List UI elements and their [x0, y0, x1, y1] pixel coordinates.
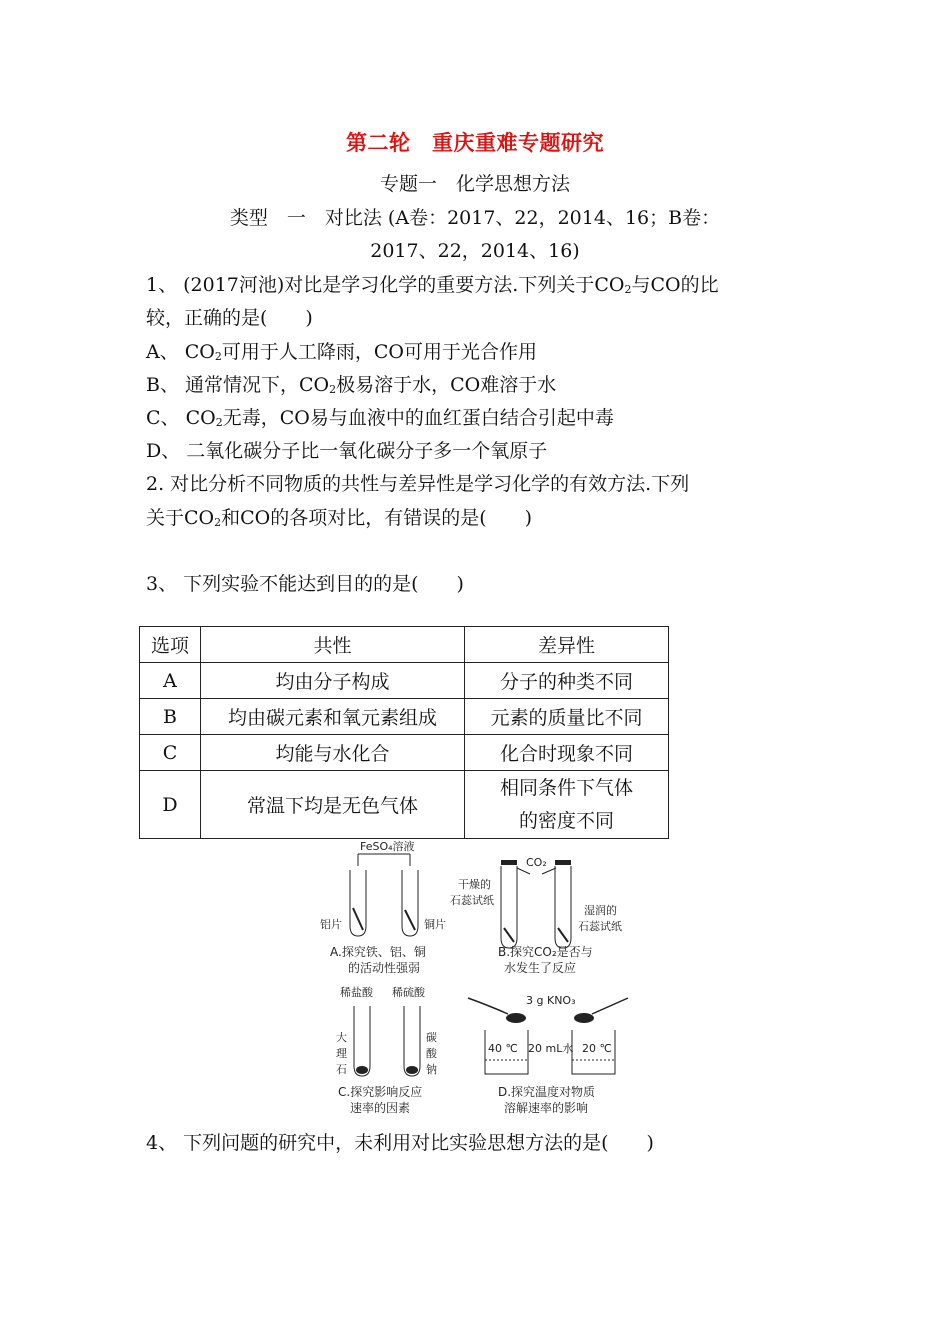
table-cell: 均由分子构成 [201, 663, 465, 699]
page-title: 第二轮 重庆重难专题研究 [346, 130, 604, 155]
experiment-d [468, 994, 628, 1115]
table-row [140, 663, 669, 699]
label-a-top: FeSO₄溶液 [360, 840, 415, 853]
label-a-left: 铝片 [320, 918, 342, 931]
test-tube-c-right [404, 1006, 420, 1076]
q2-stem-line-1: 2. 对比分析不同物质的共性与差异性是学习化学的有效方法.下列 [146, 473, 690, 495]
caption-c-1: C.探究影响反应 [338, 1085, 423, 1099]
test-tube-c-left [354, 1006, 370, 1076]
comparison-table [139, 626, 669, 839]
table-header-row [140, 627, 669, 663]
spoon-right-icon [592, 998, 628, 1014]
table-cell: 均由碳元素和氧元素组成 [201, 699, 465, 735]
label-d-right-temp: 20 ℃ [582, 1042, 612, 1055]
label-c-right-3: 钠 [426, 1063, 437, 1076]
q1-option-a: A、 $CO_2$可用于人工降雨，CO可用于光合作用 [146, 341, 538, 363]
caption-b-1: B.探究CO₂是否与 [498, 945, 593, 959]
caption-a-1: A.探究铁、铝、铜 [330, 945, 426, 959]
type-heading-line-1: 类型 一 对比法 (A卷：2017、22，2014、16；B卷： [229, 207, 721, 229]
caption-a-2: 的活动性强弱 [348, 961, 421, 975]
test-tube-a-right [402, 870, 418, 936]
table-cell: A [140, 663, 201, 699]
table-header-cell: 差异性 [465, 627, 669, 663]
caption-d-2: 溶解速率的影响 [504, 1101, 589, 1115]
label-c-left-3: 石 [336, 1063, 347, 1076]
label-d-left-temp: 40 ℃ [488, 1042, 518, 1055]
experiment-c [336, 985, 438, 1115]
q1-option-d: D、 二氧化碳分子比一氧化碳分子多一个氧原子 [146, 440, 548, 462]
caption-b-2: 水发生了反应 [504, 961, 577, 975]
q1-option-c: C、 $CO_2$无毒，CO易与血液中的血红蛋白结合引起中毒 [146, 407, 614, 429]
table-cell: 常温下均是无色气体 [201, 771, 465, 839]
table-row [140, 771, 669, 839]
caption-c-2: 速率的因素 [350, 1101, 411, 1115]
label-b-right-1: 湿润的 [584, 904, 617, 917]
label-c-left-2: 理 [336, 1047, 347, 1060]
label-a-right: 铜片 [424, 918, 446, 931]
table-cell: 化合时现象不同 [465, 735, 669, 771]
table-row [140, 735, 669, 771]
table-cell: B [140, 699, 201, 735]
table-row [140, 699, 669, 735]
label-c-right-2: 酸 [426, 1047, 437, 1060]
spoon-left-icon [468, 998, 508, 1014]
q1-stem-line-2: 较，正确的是( ) [146, 307, 313, 329]
q2-stem-line-2: 关于$CO_2$和CO的各项对比，有错误的是( ) [146, 507, 533, 529]
label-d-mid: 20 mL水 [528, 1042, 574, 1055]
label-c-top-left: 稀盐酸 [340, 986, 373, 999]
experiment-figure [320, 838, 640, 1120]
label-d-top: 3 g KNO₃ [526, 994, 576, 1007]
q1-stem-line-1: 1、 (2017河池)对比是学习化学的重要方法.下列关于$CO_2$与CO的比 [146, 274, 719, 296]
label-c-right-1: 碳 [426, 1031, 437, 1044]
label-c-top-right: 稀硫酸 [392, 986, 425, 999]
table-cell: 元素的质量比不同 [465, 699, 669, 735]
type-heading-line-2: 2017、22，2014、16) [370, 240, 580, 262]
table-cell: 相同条件下气体的密度不同 [465, 771, 669, 839]
table-cell: 均能与水化合 [201, 735, 465, 771]
experiment-b [450, 856, 622, 975]
table-cell: C [140, 735, 201, 771]
label-c-left-1: 大 [336, 1031, 347, 1044]
q4-stem: 4、 下列问题的研究中，未利用对比实验思想方法的是( ) [146, 1132, 654, 1154]
table-cell: 分子的种类不同 [465, 663, 669, 699]
table-header-cell: 共性 [201, 627, 465, 663]
label-b-left-2: 石蕊试纸 [450, 894, 494, 907]
q3-stem: 3、 下列实验不能达到目的的是( ) [146, 573, 464, 595]
test-tube-a-left [350, 870, 366, 936]
table-cell: D [140, 771, 201, 839]
experiment-a [320, 839, 446, 975]
table-header-cell: 选项 [140, 627, 201, 663]
q1-option-b: B、 通常情况下，$CO_2$极易溶于水，CO难溶于水 [146, 374, 557, 396]
section-subtitle: 专题一 化学思想方法 [379, 173, 570, 195]
label-b-left-1: 干燥的 [458, 878, 491, 891]
caption-d-1: D.探究温度对物质 [498, 1085, 596, 1099]
label-b-right-2: 石蕊试纸 [578, 920, 622, 933]
label-b-top: CO₂ [526, 856, 547, 869]
